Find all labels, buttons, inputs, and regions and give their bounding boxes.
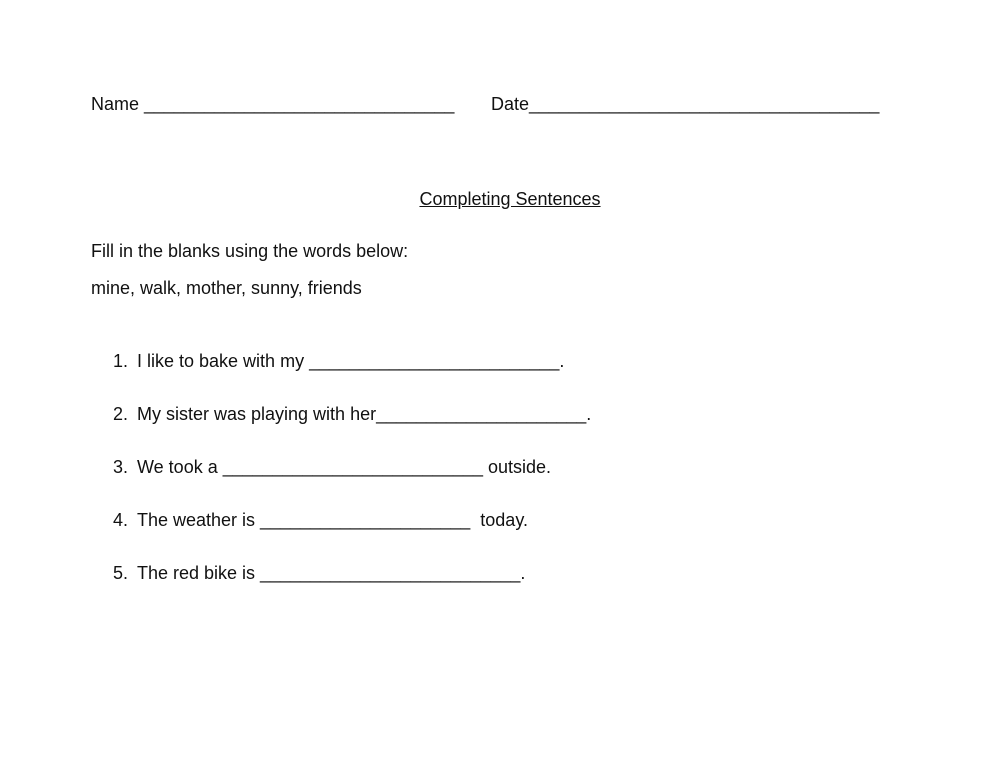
- list-item: [113, 456, 591, 509]
- item-number: 2.: [113, 404, 129, 424]
- item-number: 3.: [113, 457, 129, 477]
- item-number: 5.: [113, 563, 129, 583]
- item-number: 4.: [113, 510, 129, 530]
- page-title-text: Completing Sentences: [419, 189, 601, 209]
- word-bank: mine, walk, mother, sunny, friends: [91, 278, 362, 298]
- name-field: Name _______________________________: [91, 94, 455, 114]
- list-item: [113, 403, 591, 456]
- list-item: [113, 350, 591, 403]
- item-number: 1.: [113, 351, 129, 371]
- item-text: The weather is _____________________ today.: [137, 510, 528, 530]
- item-text: My sister was playing with her_____________________.: [137, 404, 592, 424]
- list-item: [113, 562, 591, 615]
- date-field: Date___________________________________: [491, 94, 880, 114]
- instructions: Fill in the blanks using the words below:: [91, 241, 409, 261]
- item-text: We took a __________________________ outside.: [137, 457, 552, 477]
- sentence-list: [113, 350, 591, 615]
- list-item: [113, 509, 591, 562]
- item-text: The red bike is __________________________.: [137, 563, 526, 583]
- item-text: I like to bake with my _________________________.: [137, 351, 565, 371]
- page-title: [0, 166, 1000, 232]
